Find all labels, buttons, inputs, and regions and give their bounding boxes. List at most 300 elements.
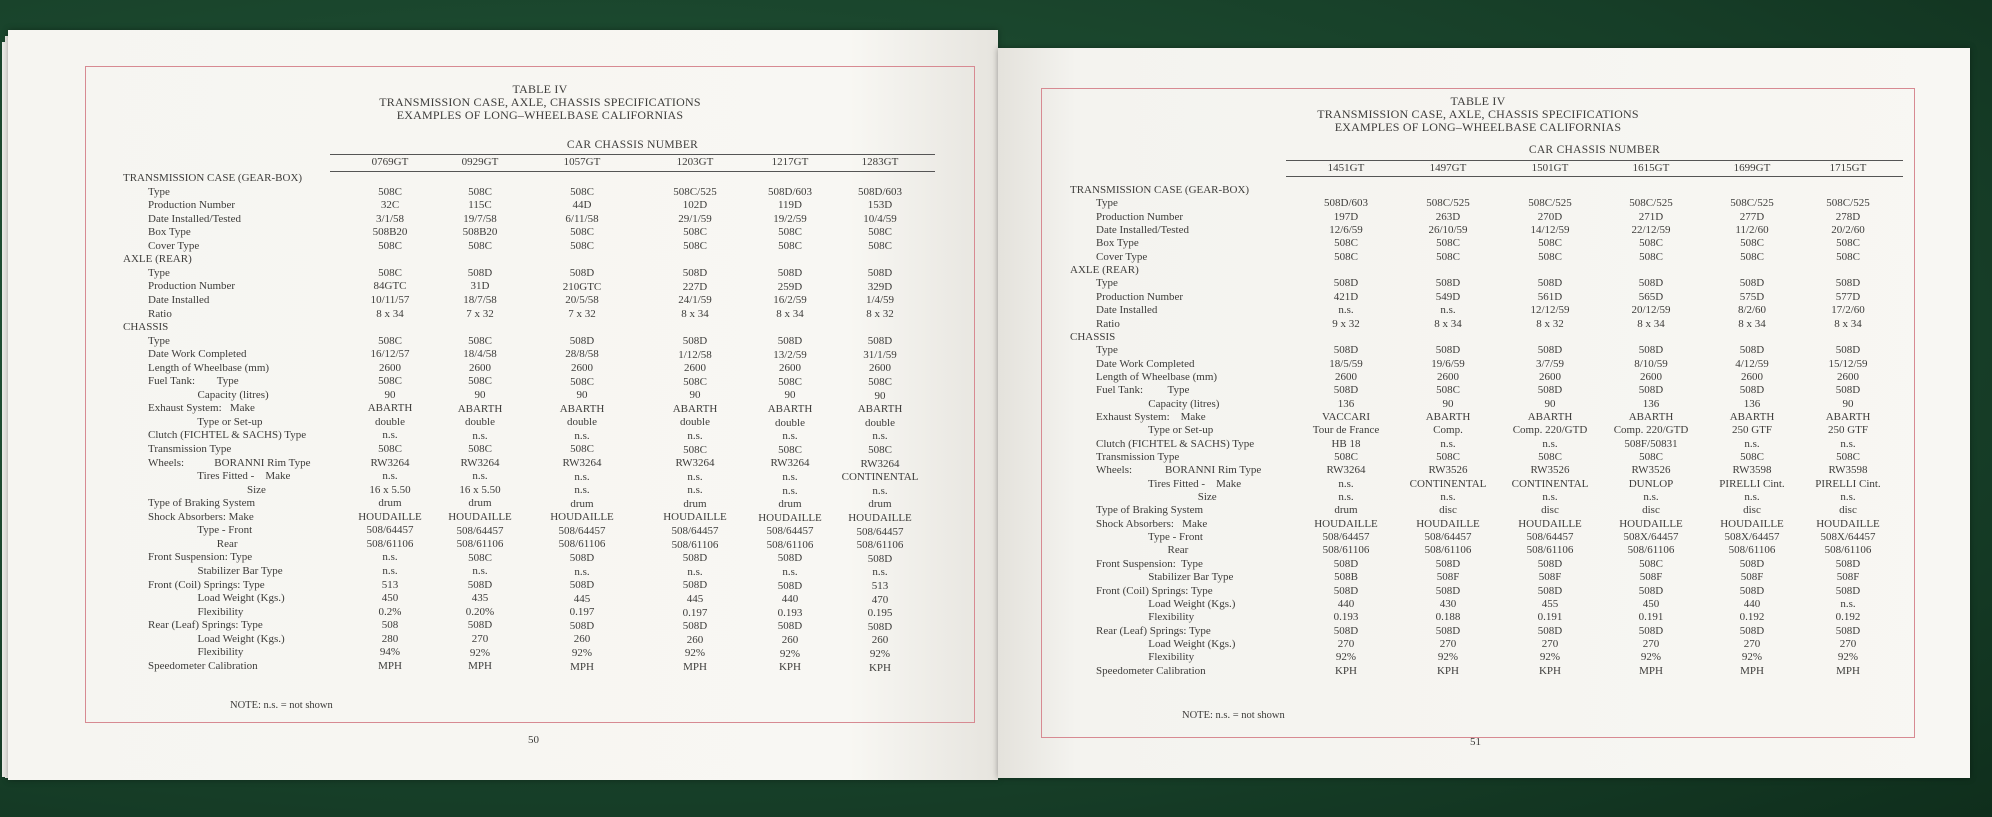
table-cell: RW3526 — [1631, 464, 1671, 477]
table-cell: 0.188 — [1435, 611, 1461, 624]
table-cell: 270 — [1839, 637, 1857, 650]
table-cell: 508C — [570, 185, 594, 198]
table-cell: 2600 — [1837, 370, 1859, 383]
row-label: Capacity (litres) — [1096, 397, 1220, 410]
column-chassis-code: 1615GT — [1632, 162, 1670, 174]
table-cell: n.s. — [574, 470, 590, 483]
table-cell: 271D — [1638, 210, 1664, 223]
table-cell: 508C — [1334, 250, 1358, 263]
table-cell: 508D — [777, 579, 803, 592]
table-cell: 18/7/58 — [463, 294, 497, 307]
table-cell: 508C — [378, 185, 402, 198]
table-cell: HOUDAILLE — [1518, 517, 1582, 530]
row-label: Flexibility — [148, 646, 244, 659]
row-label: Date Installed — [148, 293, 210, 306]
table-cell: CONTINENTAL — [1409, 477, 1487, 490]
table-cell: 508D — [1835, 624, 1861, 637]
table-cell: n.s. — [1840, 437, 1856, 450]
row-label: Type - Front — [1096, 531, 1203, 544]
table-cell: 94% — [379, 646, 401, 659]
table-cell: 90 — [384, 388, 396, 401]
table-cell: 270 — [471, 633, 489, 646]
table-cell: 508C — [468, 551, 492, 564]
table-cell: 2600 — [379, 361, 401, 374]
table-cell: KPH — [868, 661, 891, 674]
table-cell: 508D — [1333, 557, 1359, 570]
row-label: Fuel Tank: Type — [148, 375, 239, 388]
table-cell: 508D — [867, 620, 893, 633]
table-cell: double — [465, 416, 495, 429]
table-cell: 508/61106 — [1322, 544, 1370, 557]
table-cell: 277D — [1739, 210, 1765, 223]
table-cell: 11/2/60 — [1735, 224, 1769, 237]
row-label: Cover Type — [1096, 250, 1148, 263]
table-cell: 508C — [468, 239, 492, 252]
table-cell: n.s. — [687, 470, 703, 483]
table-cell: 136 — [1337, 397, 1355, 410]
table-cell: 508C — [468, 185, 492, 198]
row-label: Load Weight (Kgs.) — [1096, 637, 1236, 650]
table-cell: 28/8/58 — [565, 348, 599, 361]
row-label: Front (Coil) Springs: Type — [148, 578, 265, 591]
table-cell: 508D — [1435, 624, 1461, 637]
table-cell: 508D — [1739, 557, 1765, 570]
table-cell: 508D — [1638, 584, 1664, 597]
table-cell: 84GTC — [373, 280, 407, 293]
table-cell: HOUDAILLE — [1314, 517, 1378, 530]
table-cell: 92% — [684, 647, 706, 660]
table-cell: 508/61106 — [1627, 544, 1675, 557]
table-cell: HOUDAILLE — [663, 511, 727, 524]
table-cell: 508C — [868, 226, 892, 239]
table-cell: 0.2% — [378, 605, 402, 618]
row-label: Stabilizer Bar Type — [148, 564, 283, 577]
column-chassis-code: 1203GT — [676, 156, 714, 168]
table-cell: 508C — [683, 375, 707, 388]
table-cell: 445 — [686, 592, 704, 605]
table-cell: 508D — [1835, 384, 1861, 397]
table-cell: 90 — [1544, 397, 1556, 410]
table-cell: 508C — [1740, 250, 1764, 263]
table-cell: 15/12/59 — [1828, 357, 1868, 370]
table-cell: n.s. — [1440, 437, 1456, 450]
table-cell: RW3264 — [460, 456, 500, 469]
row-label: Clutch (FICHTEL & SACHS) Type — [1096, 437, 1255, 450]
table-cell: drum — [378, 497, 402, 510]
table-cell: 508D — [1333, 344, 1359, 357]
row-label: Exhaust System: Make — [1096, 410, 1206, 423]
table-cell: ABARTH — [457, 402, 503, 415]
table-cell: 508C — [683, 226, 707, 239]
table-cell: 508D — [682, 579, 708, 592]
table-cell: 92% — [1640, 651, 1662, 664]
table-cell: 440 — [781, 593, 799, 606]
table-cell: 270 — [1337, 637, 1355, 650]
table-cell: MPH — [570, 660, 594, 673]
table-cell: 508D — [1333, 277, 1359, 290]
table-cell: 508C — [1740, 237, 1764, 250]
table-cell: 508D — [777, 335, 803, 348]
table-cell: 0.192 — [1739, 611, 1765, 624]
table-cell: double — [775, 416, 805, 429]
table-cell: 8 x 34 — [1434, 317, 1462, 330]
table-cell: 508/61106 — [856, 539, 904, 552]
table-cell: 508D — [1739, 584, 1765, 597]
header-rule-top — [330, 154, 935, 155]
table-cell: 22/12/59 — [1631, 224, 1671, 237]
table-cell: 508C — [1538, 250, 1562, 263]
table-cell: 1/4/59 — [865, 294, 895, 307]
table-cell: 508D — [1537, 344, 1563, 357]
table-cell: 8 x 34 — [1738, 317, 1766, 330]
section-heading: AXLE (REAR) — [123, 253, 192, 266]
table-cell: 508/61106 — [558, 538, 606, 551]
row-label: Capacity (litres) — [148, 388, 269, 401]
table-cell: n.s. — [782, 430, 798, 443]
table-cell: 508D — [1537, 584, 1563, 597]
table-cell: 508C — [1436, 384, 1460, 397]
table-cell: n.s. — [872, 430, 888, 443]
table-cell: 508/64457 — [1322, 531, 1370, 544]
table-cell: 2600 — [1437, 370, 1459, 383]
table-cell: 8 x 34 — [776, 307, 804, 320]
table-cell: 8 x 34 — [681, 307, 709, 320]
table-cell: RW3264 — [770, 457, 810, 470]
table-cell: 508/64457 — [856, 525, 904, 538]
table-cell: 421D — [1333, 290, 1359, 303]
table-cell: KPH — [1436, 664, 1459, 677]
table-cell: 270D — [1537, 210, 1563, 223]
section-heading: TRANSMISSION CASE (GEAR-BOX) — [123, 172, 303, 184]
table-cell: 508C — [378, 375, 402, 388]
row-label: Rear (Leaf) Springs: Type — [148, 619, 263, 632]
table-cell: 508/64457 — [558, 524, 606, 537]
table-cell: 329D — [867, 280, 893, 293]
table-cell: 0.20% — [465, 605, 495, 618]
table-cell: n.s. — [382, 429, 398, 442]
table-cell: 508F — [1639, 571, 1663, 584]
table-cell: RW3264 — [370, 456, 410, 469]
table-cell: 508C — [1436, 237, 1460, 250]
table-cell: 508/61106 — [366, 537, 414, 550]
table-cell: 508D — [1638, 624, 1664, 637]
table-cell: DUNLOP — [1628, 477, 1674, 490]
table-cell: 2600 — [1640, 370, 1662, 383]
table-cell: 508/61106 — [671, 538, 719, 551]
row-label: Fuel Tank: Type — [1096, 384, 1190, 397]
table-cell: 19/7/58 — [463, 212, 497, 225]
table-cell: 508C — [570, 375, 594, 388]
table-cell: 508D — [1333, 384, 1359, 397]
table-cell: 0.197 — [682, 606, 708, 619]
table-cell: 508D — [1435, 584, 1461, 597]
table-cell: 12/12/59 — [1530, 304, 1570, 317]
table-cell: 508D — [1638, 344, 1664, 357]
table-cell: n.s. — [1840, 597, 1856, 610]
table-cell: 16 x 5.50 — [369, 483, 411, 496]
row-label: Type or Set-up — [1096, 424, 1214, 437]
table-cell: n.s. — [1338, 491, 1354, 504]
table-cell: 508C — [868, 375, 892, 388]
table-cell: 17/2/60 — [1831, 304, 1865, 317]
table-cell: n.s. — [1744, 491, 1760, 504]
table-cell: ABARTH — [1527, 410, 1573, 423]
row-label: Tires Fitted - Make — [148, 470, 291, 483]
table-cell: 508/61106 — [1526, 544, 1574, 557]
table-cell: n.s. — [472, 470, 488, 483]
table-cell: HOUDAILLE — [358, 510, 422, 523]
table-cell: 445 — [573, 592, 591, 605]
table-cell: 10/4/59 — [863, 212, 897, 225]
table-cell: 90 — [474, 388, 486, 401]
table-cell: 508F — [1740, 571, 1764, 584]
table-cell: drum — [778, 498, 802, 511]
table-cell: 270 — [1642, 637, 1660, 650]
table-cell: 508/64457 — [456, 524, 504, 537]
table-cell: 8 x 32 — [1536, 317, 1564, 330]
table-cell: 508D — [1835, 557, 1861, 570]
row-label: Ratio — [148, 307, 172, 320]
row-label: Flexibility — [1096, 651, 1195, 664]
table-cell: 508D — [777, 267, 803, 280]
car-chassis-number-header: CAR CHASSIS NUMBER — [566, 139, 699, 151]
row-label: Transmission Type — [148, 443, 232, 455]
table-cell: MPH — [468, 660, 492, 673]
table-cell: n.s. — [472, 429, 488, 442]
table-cell: n.s. — [382, 470, 398, 483]
header-rule-bottom — [330, 171, 935, 172]
table-cell: 508C — [378, 266, 402, 279]
row-label: Type — [1096, 277, 1118, 290]
table-cell: n.s. — [687, 430, 703, 442]
table-cell: RW3264 — [562, 456, 602, 469]
header-rule-bottom — [1286, 176, 1903, 177]
table-cell: 508F — [1538, 571, 1562, 584]
header-rule-top — [1286, 160, 1903, 161]
table-cell: MPH — [378, 659, 402, 672]
table-cell: 440 — [1337, 597, 1355, 610]
table-cell: 90 — [576, 389, 588, 402]
table-cell: 435 — [471, 592, 489, 605]
row-label: Rear (Leaf) Springs: Type — [1096, 624, 1211, 637]
row-label: Wheels: BORANNI Rim Type — [1096, 464, 1262, 477]
table-cell: ABARTH — [1825, 410, 1871, 423]
row-label: Date Installed/Tested — [148, 212, 242, 225]
table-cell: 2600 — [1335, 370, 1357, 383]
table-cell: 508D — [682, 267, 708, 280]
table-cell: 508D — [467, 266, 493, 279]
table-cell: 508D/603 — [1324, 197, 1368, 210]
table-cell: 259D — [777, 280, 803, 293]
table-cell: 508D — [1537, 384, 1563, 397]
table-cell: 14/12/59 — [1530, 224, 1570, 237]
table-cell: 450 — [381, 592, 399, 605]
table-cell: n.s. — [782, 484, 798, 497]
table-cell: 29/1/59 — [678, 212, 712, 225]
table-cell: RW3264 — [1326, 464, 1366, 477]
table-cell: drum — [1334, 504, 1358, 517]
table-cell: 508D — [467, 619, 493, 632]
table-cell: 8/2/60 — [1737, 304, 1767, 317]
table-cell: double — [680, 416, 710, 429]
row-label: Type — [148, 266, 170, 279]
table-cell: 508D — [1333, 624, 1359, 637]
table-cell: VACCARI — [1321, 410, 1371, 423]
table-cell: 508/61106 — [1424, 544, 1472, 557]
table-cell: 508C — [1639, 250, 1663, 263]
table-cell: 508X/64457 — [1623, 531, 1679, 544]
table-cell: 508C — [1436, 250, 1460, 263]
table-cell: 32C — [380, 199, 400, 212]
table-cell: MPH — [1836, 664, 1860, 677]
row-label: Box Type — [1096, 237, 1139, 250]
table-cell: 508C — [1740, 451, 1764, 463]
table-cell: 508D — [1739, 344, 1765, 357]
table-cell: 508/64457 — [1526, 531, 1574, 544]
table-cell: 508F — [1836, 571, 1860, 584]
table-cell: drum — [683, 497, 707, 510]
row-label: Front Suspension: Type — [148, 551, 253, 564]
table-cell: 508D — [1739, 624, 1765, 637]
table-cell: 102D — [682, 199, 708, 212]
table-cell: 508D — [867, 552, 893, 565]
table-cell: disc — [1439, 504, 1457, 517]
table-cell: ABARTH — [767, 403, 813, 415]
table-cell: 508D/603 — [768, 185, 812, 198]
table-cell: 508D — [1835, 344, 1861, 357]
table-cell: disc — [1839, 504, 1857, 517]
table-cell: 260 — [573, 633, 591, 646]
table-cell: 250 GTF — [1827, 424, 1869, 437]
table-title-line: TRANSMISSION CASE, AXLE, CHASSIS SPECIFICATIONS — [1317, 107, 1639, 121]
table-cell: 508D — [777, 620, 803, 633]
table-cell: 508D — [467, 578, 493, 591]
table-cell: 508/61106 — [1824, 544, 1872, 557]
table-cell: MPH — [1740, 664, 1764, 677]
table-cell: 7 x 32 — [466, 307, 494, 320]
table-cell: 10/11/57 — [370, 293, 410, 306]
table-cell: 470 — [871, 593, 889, 606]
table-cell: 508D — [682, 620, 708, 633]
table-cell: 508D — [569, 551, 595, 564]
table-cell: 92% — [1539, 651, 1561, 664]
table-cell: 90 — [1442, 397, 1454, 410]
row-label: Type — [148, 185, 170, 198]
row-label: Length of Wheelbase (mm) — [148, 361, 270, 374]
row-label: Speedometer Calibration — [1096, 664, 1206, 677]
table-cell: ABARTH — [857, 403, 903, 416]
table-cell: drum — [570, 497, 594, 510]
table-cell: 8 x 34 — [1637, 317, 1665, 330]
table-cell: HOUDAILLE — [758, 511, 822, 524]
row-label: Production Number — [1096, 210, 1184, 223]
row-label: Type or Set-up — [148, 415, 263, 428]
row-label: Load Weight (Kgs.) — [148, 592, 285, 605]
table-cell: 8 x 34 — [1834, 317, 1862, 330]
section-heading: CHASSIS — [1070, 330, 1116, 343]
table-cell: 19/2/59 — [773, 212, 807, 225]
table-cell: 508C — [570, 443, 594, 456]
table-cell: CONTINENTAL — [841, 471, 919, 484]
table-cell: 8 x 34 — [376, 307, 404, 320]
table-cell: 508C/525 — [1426, 197, 1470, 210]
table-cell: 90 — [874, 389, 886, 402]
table-cell: 26/10/59 — [1428, 224, 1468, 237]
table-cell: HOUDAILLE — [448, 510, 512, 523]
table-cell: 16 x 5.50 — [459, 483, 501, 496]
table-cell: 2600 — [1539, 370, 1561, 383]
table-cell: 508C — [378, 239, 402, 252]
table-cell: PIRELLI Cint. — [1815, 477, 1881, 490]
table-cell: 136 — [1642, 397, 1660, 410]
table-cell: 577D — [1835, 290, 1861, 303]
column-chassis-code: 1451GT — [1327, 162, 1365, 174]
table-cell: 508C — [378, 334, 402, 347]
row-label: Flexibility — [1096, 611, 1195, 624]
table-cell: ABARTH — [367, 402, 413, 415]
row-label: Type of Braking System — [1096, 504, 1204, 517]
table-cell: n.s. — [872, 484, 888, 497]
table-cell: HOUDAILLE — [550, 511, 614, 524]
table-cell: KPH — [1334, 664, 1357, 677]
table-cell: KPH — [1538, 664, 1561, 677]
table-cell: 280 — [381, 632, 399, 645]
table-cell: 119D — [777, 199, 803, 212]
car-chassis-number-header: CAR CHASSIS NUMBER — [1528, 144, 1661, 156]
row-label: Flexibility — [148, 605, 244, 618]
table-cell: n.s. — [1840, 491, 1856, 504]
table-cell: 508/64457 — [671, 525, 719, 538]
table-cell: 136 — [1743, 397, 1761, 410]
table-cell: 508C — [468, 334, 492, 347]
table-cell: 270 — [1439, 637, 1457, 650]
table-cell: n.s. — [687, 565, 703, 578]
row-label: Type — [1096, 197, 1118, 210]
table-cell: PIRELLI Cint. — [1719, 477, 1785, 490]
table-cell: n.s. — [1338, 304, 1354, 317]
table-cell: 508C — [1436, 451, 1460, 463]
table-cell: 263D — [1435, 210, 1461, 223]
row-label: Production Number — [148, 280, 236, 293]
table-cell: n.s. — [1542, 437, 1558, 450]
table-cell: 513 — [871, 579, 889, 592]
table-cell: 90 — [689, 389, 701, 402]
table-cell: 450 — [1642, 597, 1660, 610]
table-cell: 508D — [1333, 584, 1359, 597]
table-cell: 2600 — [1741, 370, 1763, 383]
table-cell: 7 x 32 — [568, 307, 596, 320]
column-chassis-code: 0769GT — [371, 156, 409, 168]
table-cell: 508D — [569, 334, 595, 347]
table-cell: 508 — [381, 619, 399, 632]
table-cell: 508D — [1638, 384, 1664, 397]
table-cell: n.s. — [1440, 491, 1456, 504]
table-cell: HB 18 — [1331, 437, 1361, 450]
table-cell: 508C — [1538, 237, 1562, 250]
table-cell: 6/11/58 — [565, 212, 599, 225]
row-label: Size — [1096, 491, 1217, 504]
table-cell: 20/12/59 — [1631, 304, 1671, 317]
table-title-line: TABLE IV — [1450, 94, 1506, 108]
table-cell: 508C — [570, 239, 594, 252]
table-cell: 565D — [1638, 290, 1664, 303]
table-cell: KPH — [778, 661, 801, 674]
row-label: Length of Wheelbase (mm) — [1096, 370, 1218, 383]
row-label: Ratio — [1096, 317, 1120, 330]
table-cell: 24/1/59 — [678, 294, 712, 307]
table-cell: n.s. — [472, 565, 488, 578]
table-cell: 4/12/59 — [1735, 357, 1769, 370]
